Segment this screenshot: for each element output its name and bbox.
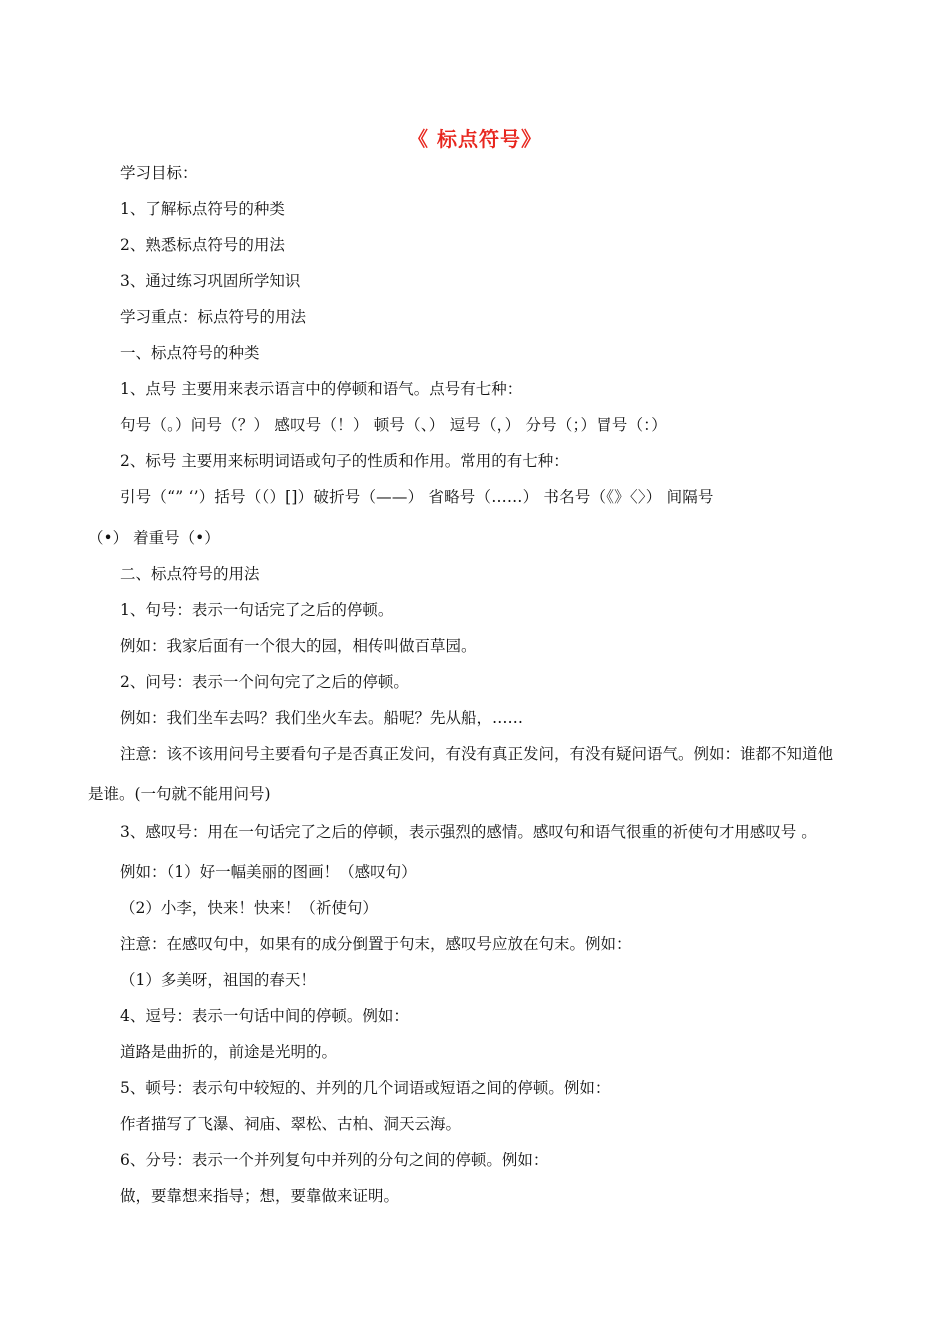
text-line: 学习目标： (120, 164, 198, 182)
text-line: 4、逗号：表示一句话中间的停顿。例如： (120, 1007, 409, 1025)
text-line: 2、标号 主要用来标明词语或句子的性质和作用。常用的有七种： (120, 452, 569, 470)
text-line: （2）小李，快来！快来！（祈使句） (120, 899, 378, 917)
text-line: （1）多美呀，祖国的春天！ (120, 971, 316, 989)
text-paragraph: 注意：该不该用问号主要看句子是否真正发问，有没有真正发问，有没有疑问语气。例如：谁都不知道他是谁。(一句就不能用问号) (88, 745, 834, 803)
text-line: 注意：在感叹句中，如果有的成分倒置于句末，感叹号应放在句末。例如： (120, 935, 632, 953)
text-line: 道路是曲折的，前途是光明的。 (120, 1043, 338, 1061)
text-line: 学习重点：标点符号的用法 (120, 308, 307, 326)
text-line: 例如：（1）好一幅美丽的图画！（感叹句） (120, 863, 417, 881)
text-line: 6、分号：表示一个并列复句中并列的分句之间的停顿。例如： (120, 1151, 549, 1169)
text-line: 3、通过练习巩固所学知识 (120, 272, 301, 290)
section-heading: 二、标点符号的用法 (120, 565, 260, 583)
text-line: 1、点号 主要用来表示语言中的停顿和语气。点号有七种： (120, 380, 523, 398)
text-line: 2、熟悉标点符号的用法 (120, 236, 285, 254)
page-title: 《 标点符号》 (408, 127, 542, 151)
text-line: 2、问号：表示一个问句完了之后的停顿。 (120, 673, 409, 691)
text-line: 做，要靠想来指导；想，要靠做来证明。 (120, 1187, 400, 1205)
text-line: 5、顿号：表示句中较短的、并列的几个词语或短语之间的停顿。例如： (120, 1079, 611, 1097)
text-line: （•） 着重号（•） (88, 529, 220, 547)
section-heading: 一、标点符号的种类 (120, 344, 260, 362)
text-line: 引号（“” ‘’）括号（（）[]）破折号（——） 省略号（……） 书名号（《》〈〉） 间隔号 (120, 488, 714, 506)
text-line: 例如：我家后面有一个很大的园，相传叫做百草园。 (120, 637, 477, 655)
text-line: 句号（。）问号（？） 感叹号（！） 顿号（、） 逗号（，） 分号（；）冒号（：） (120, 416, 667, 434)
text-line: 3、感叹号：用在一句话完了之后的停顿，表示强烈的感情。感叹句和语气很重的祈使句才用感叹号 。 (120, 823, 817, 841)
text-line: 作者描写了飞瀑、祠庙、翠松、古柏、洞天云海。 (120, 1115, 462, 1133)
text-line: 例如：我们坐车去吗？我们坐火车去。船呢？先从船，…… (120, 709, 524, 727)
text-line: 1、了解标点符号的种类 (120, 200, 285, 218)
text-line: 1、句号：表示一句话完了之后的停顿。 (120, 601, 394, 619)
